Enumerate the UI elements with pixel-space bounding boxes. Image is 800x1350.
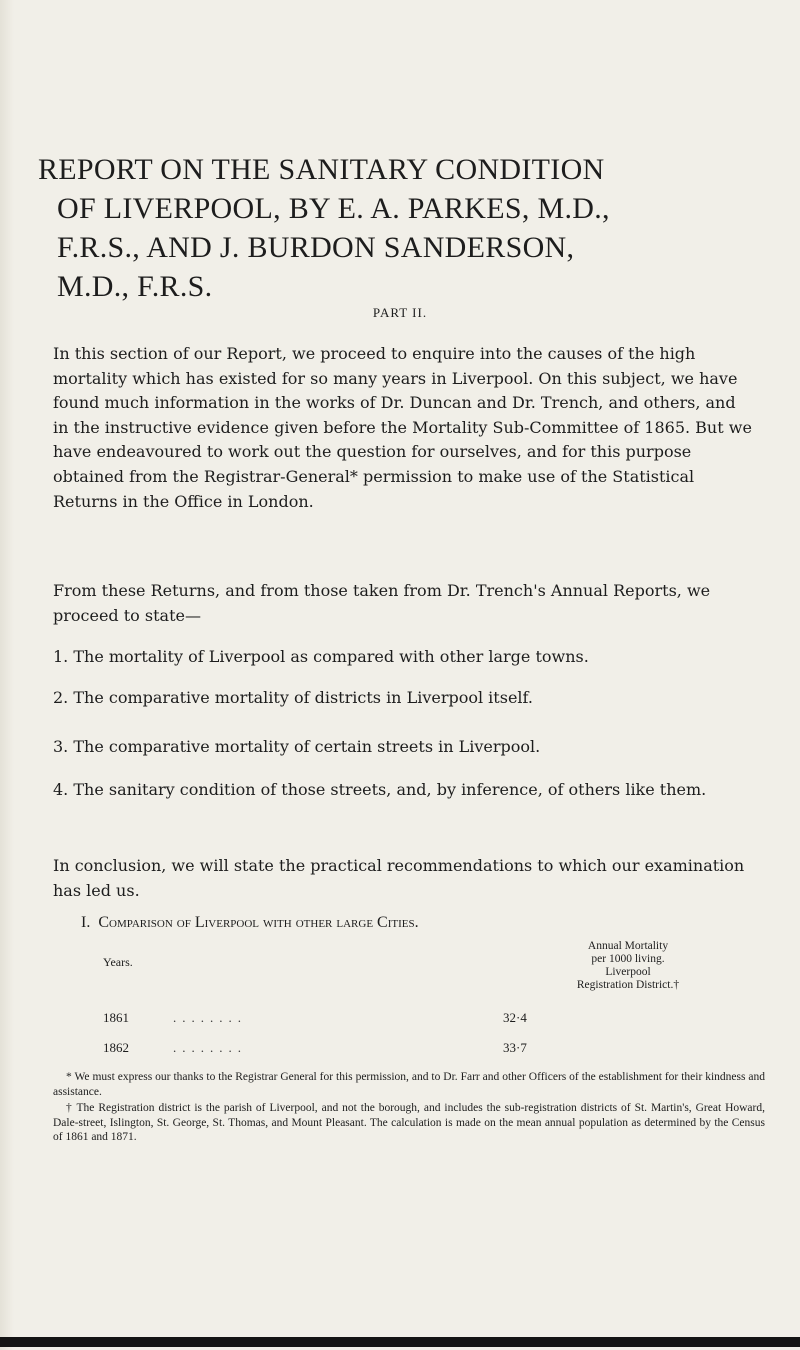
column-header-line: Registration District.† (576, 979, 680, 991)
footnote-registration-district: † The Registration district is the parish of Liverpool, and not the borough, and includes the sub-registration districts of St. Martin's, Great Howard, Dale-street, Islington, St. George, St. Thomas, and Mount Pleasant. The calculation is made on the mean annual population as determined by the Census of 1861 and 1871. (53, 1102, 765, 1143)
list-item: 1. The mortality of Liverpool as compared with other large towns. (53, 647, 589, 666)
section-heading (81, 914, 419, 932)
title-line-1: REPORT ON THE SANITARY CONDITION (38, 153, 605, 186)
list-item: 3. The comparative mortality of certain streets in Liverpool. (53, 737, 541, 756)
page-binding-shadow (0, 0, 14, 1350)
intro-paragraph: In this section of our Report, we proceed to enquire into the causes of the high mortality which has existed for so many years in Liverpool. On this subject, we have found much information in the works of Dr. Duncan and Dr. Trench, and others, and in the instructive evidence given before the Mortality Sub-Committee of 1865. But we have endeavoured to work out the question for ourselves, and for this purpose obtained from the Registrar-General* permission to make use of the Statistical Returns in the Office in London. (53, 344, 752, 511)
row-leader-dots: ........ (173, 1010, 247, 1025)
years-column-header: Years. (103, 955, 133, 969)
title-line-4: M.D., F.R.S. (57, 270, 213, 303)
returns-paragraph: From these Returns, and from those taken from Dr. Trench's Annual Reports, we proceed to state— (53, 581, 711, 625)
mortality-column-header (553, 940, 703, 992)
part-heading: PART II. (372, 305, 428, 320)
row-value: 33·7 (503, 1040, 527, 1055)
row-value: 32·4 (503, 1010, 527, 1025)
column-header-line: Annual Mortality (587, 940, 669, 952)
section-title: Comparison of Liverpool with other large Cities. (98, 914, 419, 931)
list-item: 4. The sanitary condition of those streets, and, by inference, of others like them. (53, 780, 707, 799)
row-leader-dots: ........ (173, 1040, 247, 1055)
table-row (103, 1010, 663, 1026)
table-row (103, 1040, 663, 1056)
report-title (38, 150, 778, 306)
section-numeral: I. (81, 914, 91, 931)
row-year: 1861 (103, 1010, 129, 1025)
column-header-line: Liverpool (605, 966, 651, 978)
footnote-registrar: * We must express our thanks to the Registrar General for this permission, and to Dr. Farr and other Officers of the establishment for their kindness and assistance. (53, 1071, 765, 1098)
list-item: 2. The comparative mortality of districts in Liverpool itself. (53, 688, 533, 707)
conclusion-paragraph: In conclusion, we will state the practical recommendations to which our examination has led us. (53, 856, 745, 900)
title-line-3: F.R.S., AND J. BURDON SANDERSON, (57, 231, 575, 264)
scan-bottom-edge (0, 1337, 800, 1347)
column-header-line: per 1000 living. (591, 953, 665, 965)
title-line-2: OF LIVERPOOL, BY E. A. PARKES, M.D., (57, 192, 610, 225)
row-year: 1862 (103, 1040, 129, 1055)
